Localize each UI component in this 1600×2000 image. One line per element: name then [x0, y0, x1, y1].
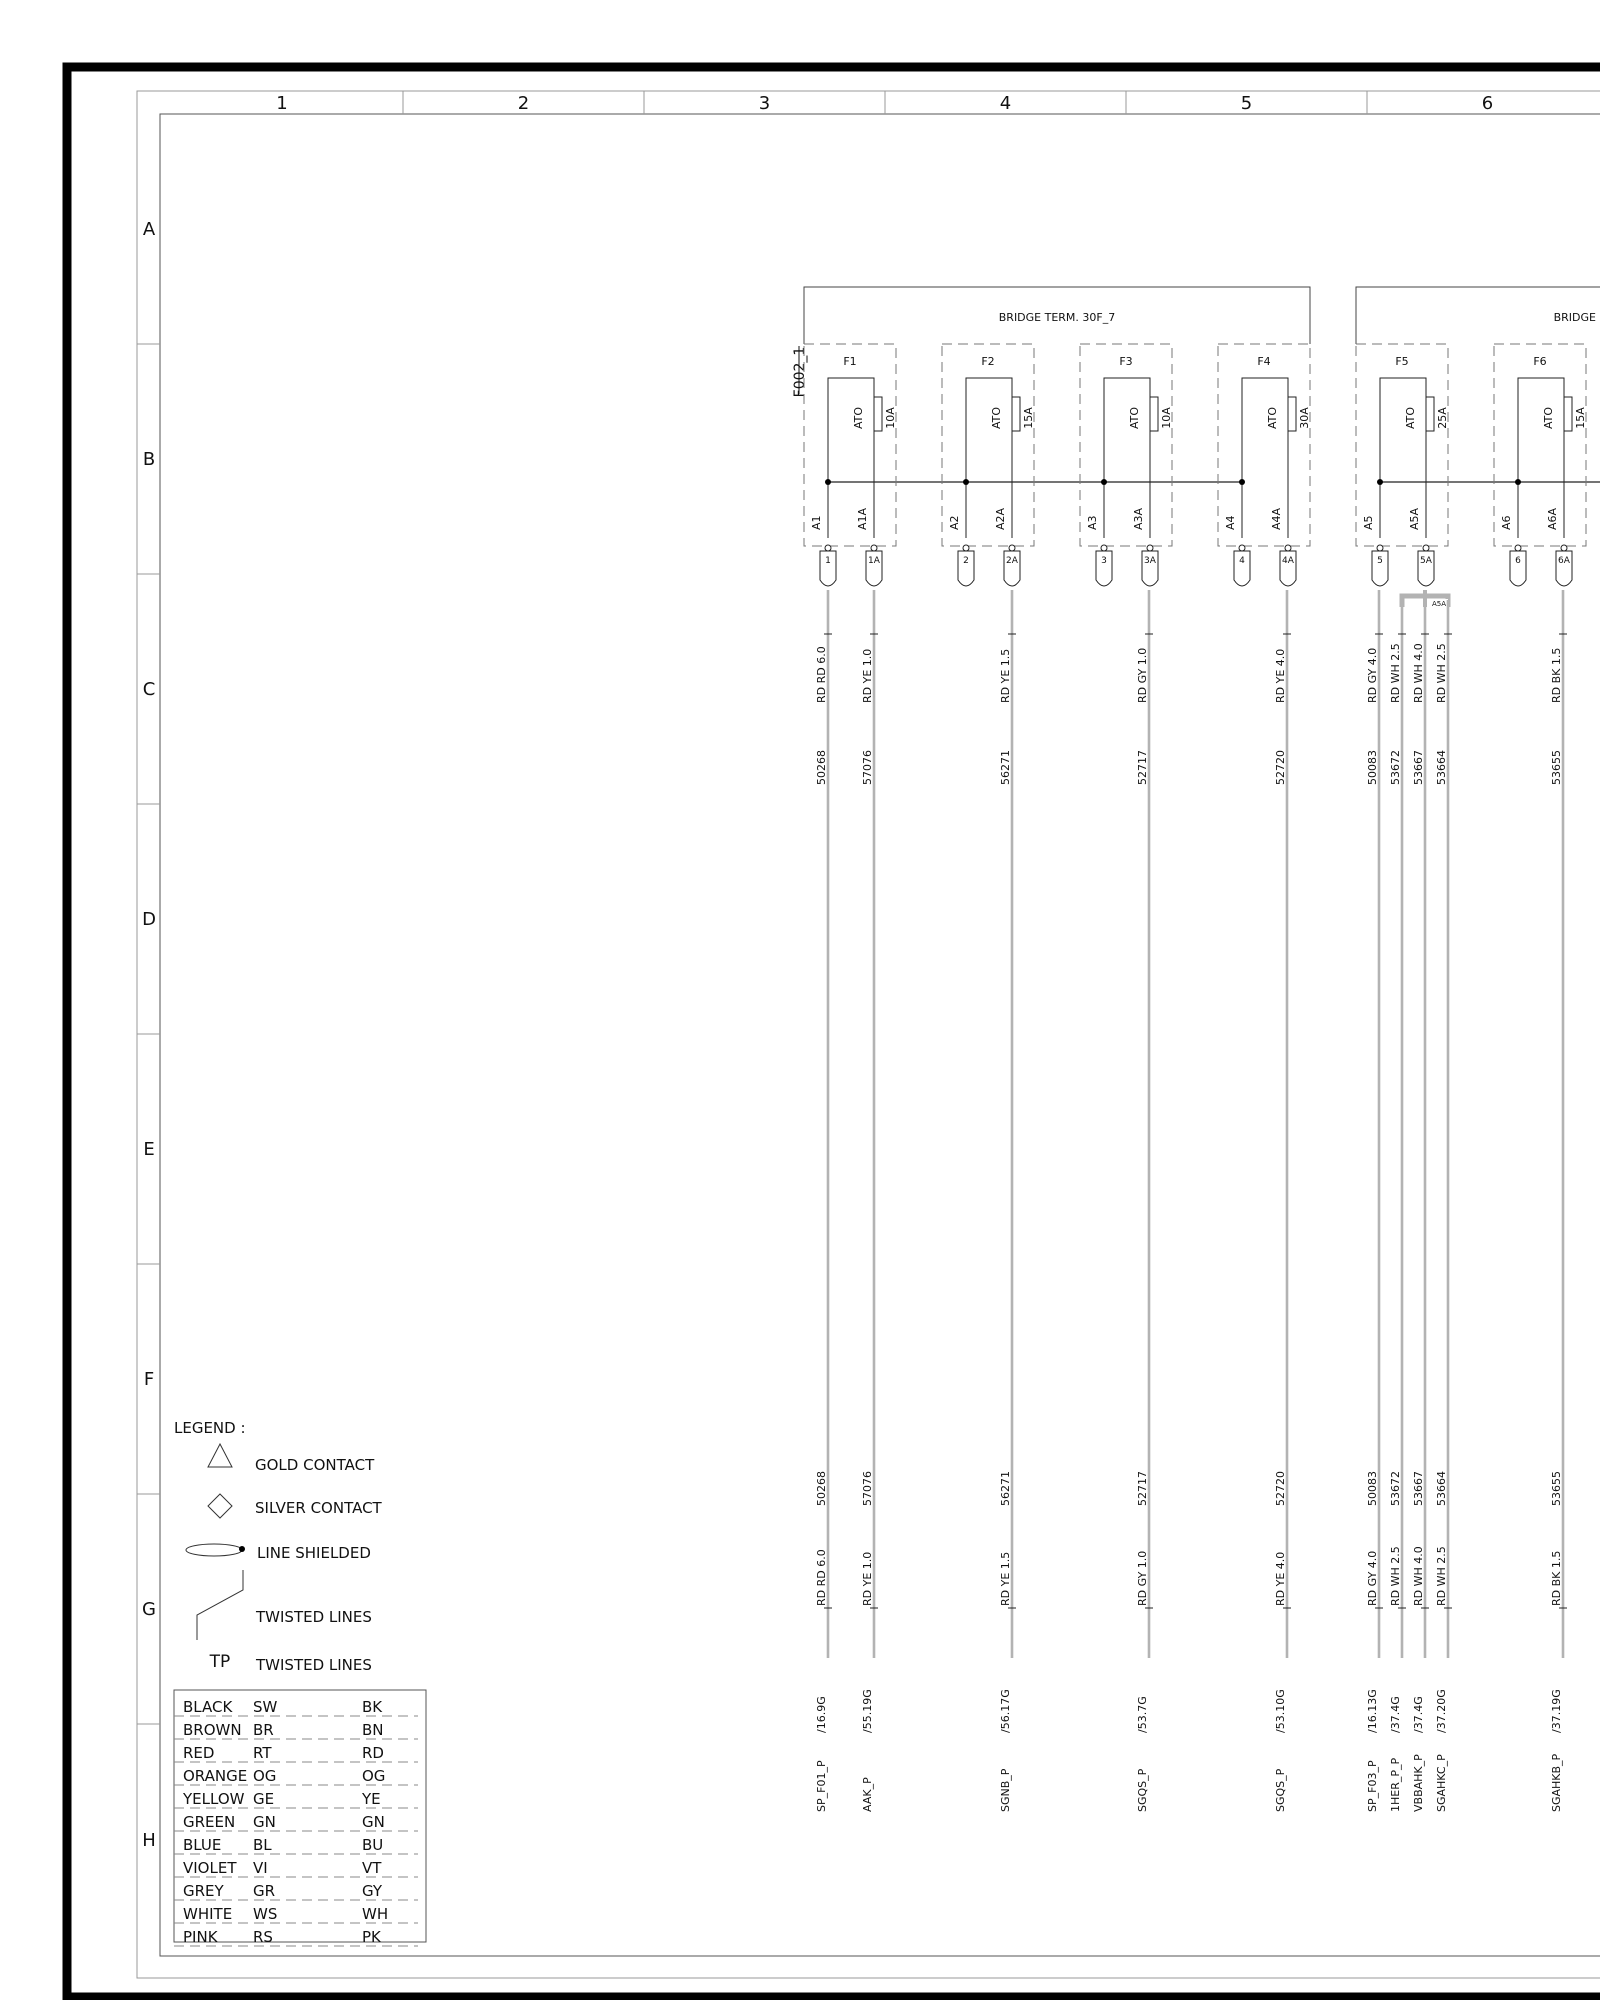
terminal-label: 5: [1377, 556, 1383, 566]
terminal-pin: [1101, 545, 1107, 551]
wire-dest-ref: /37.20G: [1435, 1689, 1448, 1733]
wire-spec-bottom: RD YE 1.0: [861, 1551, 874, 1606]
wire-spec-top: RD YE 4.0: [1274, 648, 1287, 703]
wire-dest-name: SGAHKC_P: [1435, 1754, 1448, 1812]
color-table-cell: OG: [253, 1767, 277, 1785]
color-table-cell: RT: [253, 1744, 272, 1762]
color-table-cell: BU: [362, 1836, 384, 1854]
wire-spec-top: RD WH 2.5: [1435, 643, 1448, 703]
fuse-pin-out: A3A: [1132, 507, 1145, 530]
tp-icon: TP: [209, 1652, 231, 1672]
fuse-type: ATO: [1266, 406, 1279, 430]
wire-number-bottom: 50268: [815, 1471, 828, 1506]
wire-dest-ref: /53.10G: [1274, 1689, 1287, 1733]
fuse-pin-out: A1A: [856, 507, 869, 530]
fuse-type: ATO: [1404, 406, 1417, 430]
terminal-label: 4: [1239, 556, 1245, 566]
wire-spec-top: RD WH 2.5: [1389, 643, 1402, 703]
terminal-pin: [1147, 545, 1153, 551]
wire-number-top: 53667: [1412, 750, 1425, 785]
fuse-pin-in: A3: [1086, 515, 1099, 530]
wire-number-bottom: 53655: [1550, 1471, 1563, 1506]
color-table-cell: VIOLET: [183, 1859, 237, 1877]
fuse-element: [1012, 397, 1020, 431]
terminal-pin: [825, 545, 831, 551]
legend-label: TWISTED LINES: [256, 1656, 372, 1674]
terminal-label: 3A: [1144, 556, 1156, 566]
grid-column-label: 6: [1481, 93, 1494, 114]
fuse-name: F6: [1533, 355, 1547, 368]
terminal-pin: [1239, 545, 1245, 551]
fuse-pin-in: A5: [1362, 515, 1375, 530]
terminal-pin: [1009, 545, 1015, 551]
color-table-cell: YELLOW: [183, 1790, 245, 1808]
wire-spec-bottom: RD BK 1.5: [1550, 1550, 1563, 1606]
legend-label: GOLD CONTACT: [255, 1456, 375, 1474]
color-table-cell: PINK: [183, 1928, 218, 1946]
wire-spec-top: RD YE 1.0: [861, 648, 874, 703]
terminal-label: 5A: [1420, 556, 1432, 566]
fuse-type: ATO: [852, 406, 865, 430]
grid-border-inner: [160, 114, 1600, 1956]
color-table-cell: GREEN: [183, 1813, 236, 1831]
fuse-name: F2: [981, 355, 995, 368]
fuse-rating: 30A: [1298, 407, 1311, 429]
wire-dest-name: SP_F03_P: [1366, 1760, 1379, 1812]
terminal-label: 3: [1101, 556, 1107, 566]
fuse-element: [1288, 397, 1296, 431]
grid-column-label: 5: [1240, 93, 1253, 114]
fuse-pin-out: A2A: [994, 507, 1007, 530]
bus-junction-dot: [1377, 479, 1383, 485]
wire-spec-bottom: RD YE 4.0: [1274, 1551, 1287, 1606]
grid-column-label: 4: [999, 93, 1012, 114]
wire-dest-ref: /37.19G: [1550, 1689, 1563, 1733]
fuse-element: [1426, 397, 1434, 431]
fuse-element: [874, 397, 882, 431]
color-table-cell: GY: [362, 1882, 383, 1900]
fuse-name: F1: [843, 355, 857, 368]
terminal-pin: [1285, 545, 1291, 551]
color-table-cell: GREY: [183, 1882, 224, 1900]
bus-junction-dot: [825, 479, 831, 485]
terminal-label: 6A: [1558, 556, 1570, 566]
color-table-cell: BLACK: [183, 1698, 233, 1716]
wire-spec-bottom: RD WH 4.0: [1412, 1546, 1425, 1606]
grid-column-label: 2: [517, 93, 530, 114]
fuse-pin-out: A4A: [1270, 507, 1283, 530]
terminal-pin: [1515, 545, 1521, 551]
fuse-pin-in: A2: [948, 515, 961, 530]
fuse-pin-out: A5A: [1408, 507, 1421, 530]
color-table-cell: GE: [253, 1790, 275, 1808]
color-table-cell: GN: [362, 1813, 385, 1831]
splice-label: A5A: [1431, 600, 1447, 608]
wire-spec-top: RD WH 4.0: [1412, 643, 1425, 703]
terminal-pin: [871, 545, 877, 551]
grid-row-label: D: [142, 909, 156, 930]
wire-dest-ref: /37.4G: [1412, 1696, 1425, 1733]
wire-number-bottom: 57076: [861, 1471, 874, 1506]
diamond-icon: [208, 1494, 232, 1518]
terminal-label: 6: [1515, 556, 1521, 566]
fuse-name: F3: [1119, 355, 1133, 368]
terminal-label: 2A: [1006, 556, 1018, 566]
wire-dest-name: VBBAHK_P: [1412, 1754, 1425, 1812]
grid-row-label: B: [142, 449, 156, 470]
wire-number-top: 52717: [1136, 750, 1149, 785]
terminal-pin: [1561, 545, 1567, 551]
color-table-cell: VT: [362, 1859, 382, 1877]
grid-row-label: E: [143, 1139, 155, 1160]
wire-number-top: 57076: [861, 750, 874, 785]
wire-spec-bottom: RD YE 1.5: [999, 1551, 1012, 1606]
wire-dest-name: SGAHKB_P: [1550, 1753, 1563, 1812]
fuse-rating: 10A: [1160, 407, 1173, 429]
wire-dest-ref: /53.7G: [1136, 1696, 1149, 1733]
bridge-label-1: BRIDGE TERM. 30F_7: [998, 311, 1116, 324]
wire-dest-ref: /16.13G: [1366, 1689, 1379, 1733]
color-table-cell: BN: [362, 1721, 384, 1739]
color-table-cell: YE: [362, 1790, 381, 1808]
wire-spec-bottom: RD WH 2.5: [1435, 1546, 1448, 1606]
wire-dest-ref: /16.9G: [815, 1696, 828, 1733]
wire-spec-bottom: RD GY 1.0: [1136, 1550, 1149, 1606]
fuse-rating: 15A: [1022, 407, 1035, 429]
fuse-element: [1564, 397, 1572, 431]
fuse-type: ATO: [1128, 406, 1141, 430]
wire-number-bottom: 53664: [1435, 1471, 1448, 1506]
wire-dest-name: 1HER_P_P: [1389, 1757, 1402, 1812]
color-table-cell: VI: [253, 1859, 268, 1877]
color-table-cell: RS: [253, 1928, 273, 1946]
fuse-pin-in: A6: [1500, 515, 1513, 530]
twisted-line-icon: [197, 1570, 243, 1640]
terminal-pin: [963, 545, 969, 551]
fuse-pin-in: A4: [1224, 515, 1237, 530]
legend-label: TWISTED LINES: [256, 1608, 372, 1626]
shield-dot-icon: [239, 1546, 245, 1552]
bus-junction-dot: [1515, 479, 1521, 485]
color-table-cell: WS: [253, 1905, 278, 1923]
wire-number-bottom: 50083: [1366, 1471, 1379, 1506]
color-table-cell: RED: [183, 1744, 215, 1762]
bridge-label-2: BRIDGE: [1553, 311, 1596, 324]
wire-number-bottom: 53672: [1389, 1471, 1402, 1506]
shield-ellipse-icon: [186, 1544, 242, 1556]
terminal-label: 4A: [1282, 556, 1294, 566]
fuse-rating: 10A: [884, 407, 897, 429]
fuse-name: F4: [1257, 355, 1271, 368]
fuse-element: [1150, 397, 1158, 431]
color-table-cell: GN: [253, 1813, 276, 1831]
wire-number-top: 53655: [1550, 750, 1563, 785]
color-table-cell: PK: [362, 1928, 381, 1946]
wire-dest-name: AAK_P: [861, 1777, 874, 1812]
wire-dest-ref: /55.19G: [861, 1689, 874, 1733]
bus-junction-dot: [1239, 479, 1245, 485]
wire-spec-top: RD YE 1.5: [999, 648, 1012, 703]
color-table-cell: BK: [362, 1698, 383, 1716]
wire-spec-bottom: RD WH 2.5: [1389, 1546, 1402, 1606]
wire-number-bottom: 52720: [1274, 1471, 1287, 1506]
wire-spec-top: RD RD 6.0: [815, 646, 828, 703]
wire-dest-name: SGQS_P: [1274, 1768, 1287, 1812]
color-table-cell: OG: [362, 1767, 386, 1785]
wire-spec-top: RD GY 1.0: [1136, 647, 1149, 703]
color-table-cell: RD: [362, 1744, 384, 1762]
color-table-cell: BR: [253, 1721, 274, 1739]
wire-dest-name: SP_F01_P: [815, 1760, 828, 1812]
wire-number-top: 56271: [999, 750, 1012, 785]
fuse-pin-out: A6A: [1546, 507, 1559, 530]
color-table-cell: WHITE: [183, 1905, 233, 1923]
fuse-type: ATO: [990, 406, 1003, 430]
fuse-name: F5: [1395, 355, 1409, 368]
wire-number-top: 53664: [1435, 750, 1448, 785]
color-table-cell: BL: [253, 1836, 272, 1854]
legend-title: LEGEND :: [174, 1419, 246, 1437]
wire-spec-top: RD BK 1.5: [1550, 647, 1563, 703]
grid-row-label: H: [142, 1830, 156, 1851]
color-table-cell: BROWN: [183, 1721, 242, 1739]
color-table-cell: ORANGE: [183, 1767, 248, 1785]
grid-row-label: G: [142, 1599, 156, 1620]
wire-number-top: 50083: [1366, 750, 1379, 785]
triangle-icon: [208, 1444, 232, 1467]
wire-number-bottom: 52717: [1136, 1471, 1149, 1506]
terminal-label: 2: [963, 556, 969, 566]
terminal-pin: [1377, 545, 1383, 551]
legend-label: LINE SHIELDED: [257, 1544, 371, 1562]
bus-junction-dot: [963, 479, 969, 485]
wire-number-bottom: 56271: [999, 1471, 1012, 1506]
wire-spec-top: RD GY 4.0: [1366, 647, 1379, 703]
grid-row-label: A: [142, 219, 156, 240]
color-table-cell: WH: [362, 1905, 389, 1923]
wire-dest-name: SGNB_P: [999, 1768, 1012, 1812]
fuse-pin-in: A1: [810, 515, 823, 530]
wire-dest-ref: /56.17G: [999, 1689, 1012, 1733]
legend-label: SILVER CONTACT: [255, 1499, 382, 1517]
grid-column-label: 1: [276, 93, 288, 114]
color-table-cell: GR: [253, 1882, 276, 1900]
wire-number-bottom: 53667: [1412, 1471, 1425, 1506]
terminal-label: 1A: [868, 556, 880, 566]
module-label: F002_1: [792, 346, 808, 398]
wire-spec-bottom: RD GY 4.0: [1366, 1550, 1379, 1606]
grid-column-label: 3: [758, 93, 771, 114]
bus-junction-dot: [1101, 479, 1107, 485]
color-table-cell: SW: [253, 1698, 278, 1716]
terminal-label: 1: [825, 556, 831, 566]
color-table-cell: BLUE: [183, 1836, 222, 1854]
wire-number-top: 52720: [1274, 750, 1287, 785]
fuse-rating: 25A: [1436, 407, 1449, 429]
wire-number-top: 50268: [815, 750, 828, 785]
wire-number-top: 53672: [1389, 750, 1402, 785]
wire-dest-ref: /37.4G: [1389, 1696, 1402, 1733]
grid-row-label: F: [143, 1369, 155, 1390]
fuse-rating: 15A: [1574, 407, 1587, 429]
fuse-type: ATO: [1542, 406, 1555, 430]
grid-row-label: C: [142, 679, 156, 700]
wire-dest-name: SGQS_P: [1136, 1768, 1149, 1812]
wire-spec-bottom: RD RD 6.0: [815, 1549, 828, 1606]
terminal-pin: [1423, 545, 1429, 551]
